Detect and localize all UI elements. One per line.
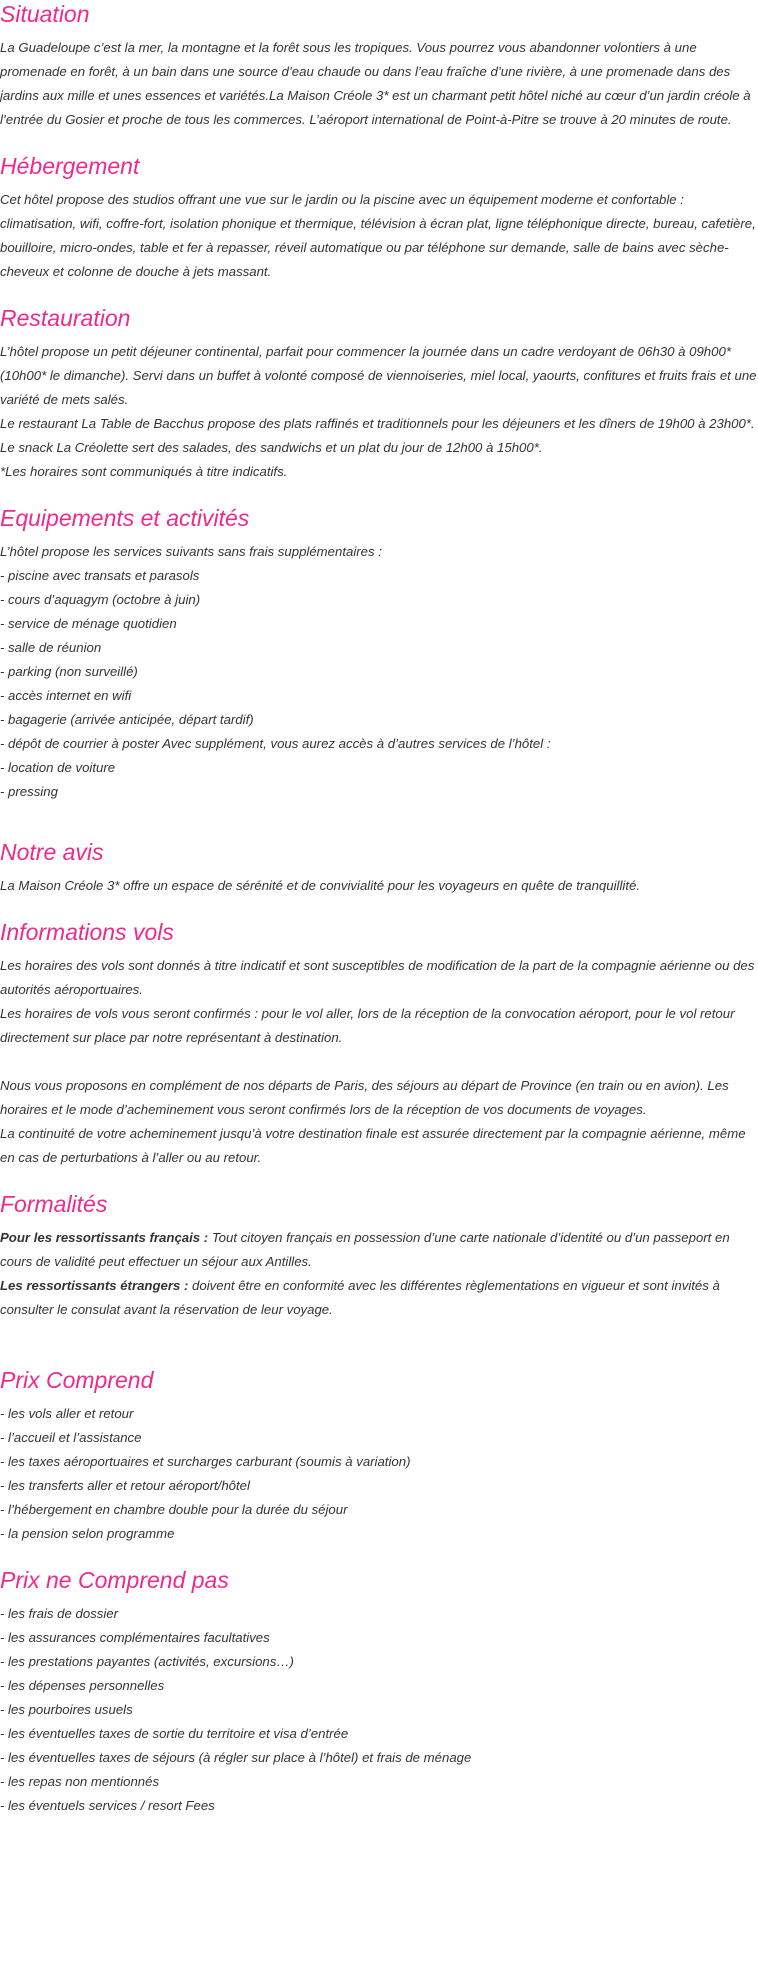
formalites-francais-text: Tout citoyen français en possession d’une carte nationale d’identité ou d’un passeport en cours de validité peut effectuer un séjour aux Antilles. (0, 1230, 730, 1269)
section-formalites (0, 1190, 758, 1322)
section-title-equipements: Equipements et activités (0, 505, 250, 531)
list-item: - les vols aller et retour (0, 1406, 134, 1421)
list-item: - les transferts aller et retour aéroport/hôtel (0, 1478, 250, 1493)
restauration-line: L’hôtel propose un petit déjeuner continental, parfait pour commencer la journée dans un cadre verdoyant de 06h30 à 09h00* (10h00* le dimanche). Servi dans un buffet à volonté composé de viennoiseries, miel local, yaourts, confitures et fruits frais et une variété de mets salés. (0, 344, 757, 407)
section-title-situation: Situation (0, 1, 90, 27)
list-item: - les pourboires usuels (0, 1702, 133, 1717)
formalites-francais (0, 1226, 758, 1274)
vols-line: La continuité de votre acheminement jusqu’à votre destination finale est assurée directement par la compagnie aérienne, même en cas de perturbations à l’aller ou au retour. (0, 1126, 746, 1165)
section-restauration (0, 304, 758, 484)
formalites-francais-label: Pour les ressortissants français : (0, 1230, 209, 1245)
list-item: - les assurances complémentaires facultatives (0, 1630, 270, 1645)
list-item: - location de voiture (0, 760, 116, 775)
section-title-avis: Notre avis (0, 839, 104, 865)
formalites-etrangers-text: doivent être en conformité avec les différentes règlementations en vigueur et sont invités à consulter le consulat avant la réservation de leur voyage. (0, 1278, 720, 1317)
list-item: - cours d’aquagym (octobre à juin) (0, 592, 201, 607)
list-item: - les dépenses personnelles (0, 1678, 165, 1693)
list-item: - les éventuels services / resort Fees (0, 1798, 215, 1813)
section-hebergement (0, 152, 758, 284)
section-situation (0, 0, 758, 132)
section-title-vols: Informations vols (0, 919, 174, 945)
equipements-intro: L’hôtel propose les services suivants sans frais supplémentaires : (0, 544, 382, 559)
list-item: - les prestations payantes (activités, excursions…) (0, 1654, 294, 1669)
formalites-etrangers-label: Les ressortissants étrangers : (0, 1278, 189, 1293)
section-avis (0, 838, 758, 898)
list-item: - salle de réunion (0, 640, 102, 655)
blank-line (0, 1050, 758, 1074)
restauration-line: Le snack La Créolette sert des salades, des sandwichs et un plat du jour de 12h00 à 15h00*. (0, 440, 543, 455)
list-item: - dépôt de courrier à poster Avec supplément, vous aurez accès à d’autres services de l’hôtel : (0, 736, 551, 751)
list-item: - les éventuelles taxes de séjours (à régler sur place à l’hôtel) et frais de ménage (0, 1750, 472, 1765)
formalites-etrangers (0, 1274, 758, 1322)
list-item: - les taxes aéroportuaires et surcharges carburant (soumis à variation) (0, 1454, 411, 1469)
list-item: - l’hébergement en chambre double pour la durée du séjour (0, 1502, 348, 1517)
list-item: - l’accueil et l’assistance (0, 1430, 142, 1445)
avis-paragraph: La Maison Créole 3* offre un espace de sérénité et de convivialité pour les voyageurs en quête de tranquillité. (0, 878, 640, 893)
section-prix-comprend (0, 1366, 758, 1546)
list-item: - accès internet en wifi (0, 688, 132, 703)
list-item: - bagagerie (arrivée anticipée, départ tardif) (0, 712, 254, 727)
vols-line: Nous vous proposons en complément de nos départs de Paris, des séjours au départ de Province (en train ou en avion). Les horaires et le mode d’acheminement vous seront confirmés lors de la réception de vos documents de voyages. (0, 1078, 729, 1117)
section-title-hebergement: Hébergement (0, 153, 140, 179)
section-title-restauration: Restauration (0, 305, 131, 331)
list-item: - piscine avec transats et parasols (0, 568, 200, 583)
vols-line: Les horaires de vols vous seront confirmés : pour le vol aller, lors de la réception de la convocation aéroport, pour le vol retour directement sur place par notre représentant à destination. (0, 1006, 735, 1045)
restauration-line: Le restaurant La Table de Bacchus propose des plats raffinés et traditionnels pour les déjeuners et les dîners de 19h00 à 23h00*. (0, 416, 755, 431)
list-item: - pressing (0, 784, 58, 799)
list-item: - service de ménage quotidien (0, 616, 177, 631)
list-item: - les éventuelles taxes de sortie du territoire et visa d’entrée (0, 1726, 349, 1741)
section-title-prix-ne-comprend: Prix ne Comprend pas (0, 1567, 229, 1593)
vols-line: Les horaires des vols sont donnés à titre indicatif et sont susceptibles de modification de la part de la compagnie aérienne ou des autorités aéroportuaires. (0, 958, 755, 997)
section-prix-ne-comprend (0, 1566, 758, 1818)
section-title-prix-comprend: Prix Comprend (0, 1367, 154, 1393)
hebergement-paragraph: Cet hôtel propose des studios offrant une vue sur le jardin ou la piscine avec un équipement moderne et confortable : climatisation, wifi, coffre-fort, isolation phonique et thermique, télévision à écran plat, ligne téléphonique directe, bureau, cafetière, bouilloire, micro-ondes, table et fer à repasser, réveil automatique ou par téléphone sur demande, salle de bains avec sèche-cheveux et colonne de douche à jets massant. (0, 192, 756, 279)
list-item: - les frais de dossier (0, 1606, 118, 1621)
list-item: - parking (non surveillé) (0, 664, 138, 679)
section-title-formalites: Formalités (0, 1191, 108, 1217)
list-item: - la pension selon programme (0, 1526, 175, 1541)
section-vols (0, 918, 758, 1170)
situation-paragraph: La Guadeloupe c’est la mer, la montagne et la forêt sous les tropiques. Vous pourrez vous abandonner volontiers à une promenade en forêt, à un bain dans une source d’eau chaude ou dans l’eau fraîche d’une rivière, à une promenade dans des jardins aux mille et unes essences et variétés.La Maison Créole 3* est un charmant petit hôtel niché au cœur d’un jardin créole à l’entrée du Gosier et proche de tous les commerces. L’aéroport international de Point-à-Pitre se trouve à 20 minutes de route. (0, 40, 751, 127)
list-item: - les repas non mentionnés (0, 1774, 160, 1789)
restauration-line: *Les horaires sont communiqués à titre indicatifs. (0, 464, 288, 479)
section-equipements (0, 504, 758, 804)
